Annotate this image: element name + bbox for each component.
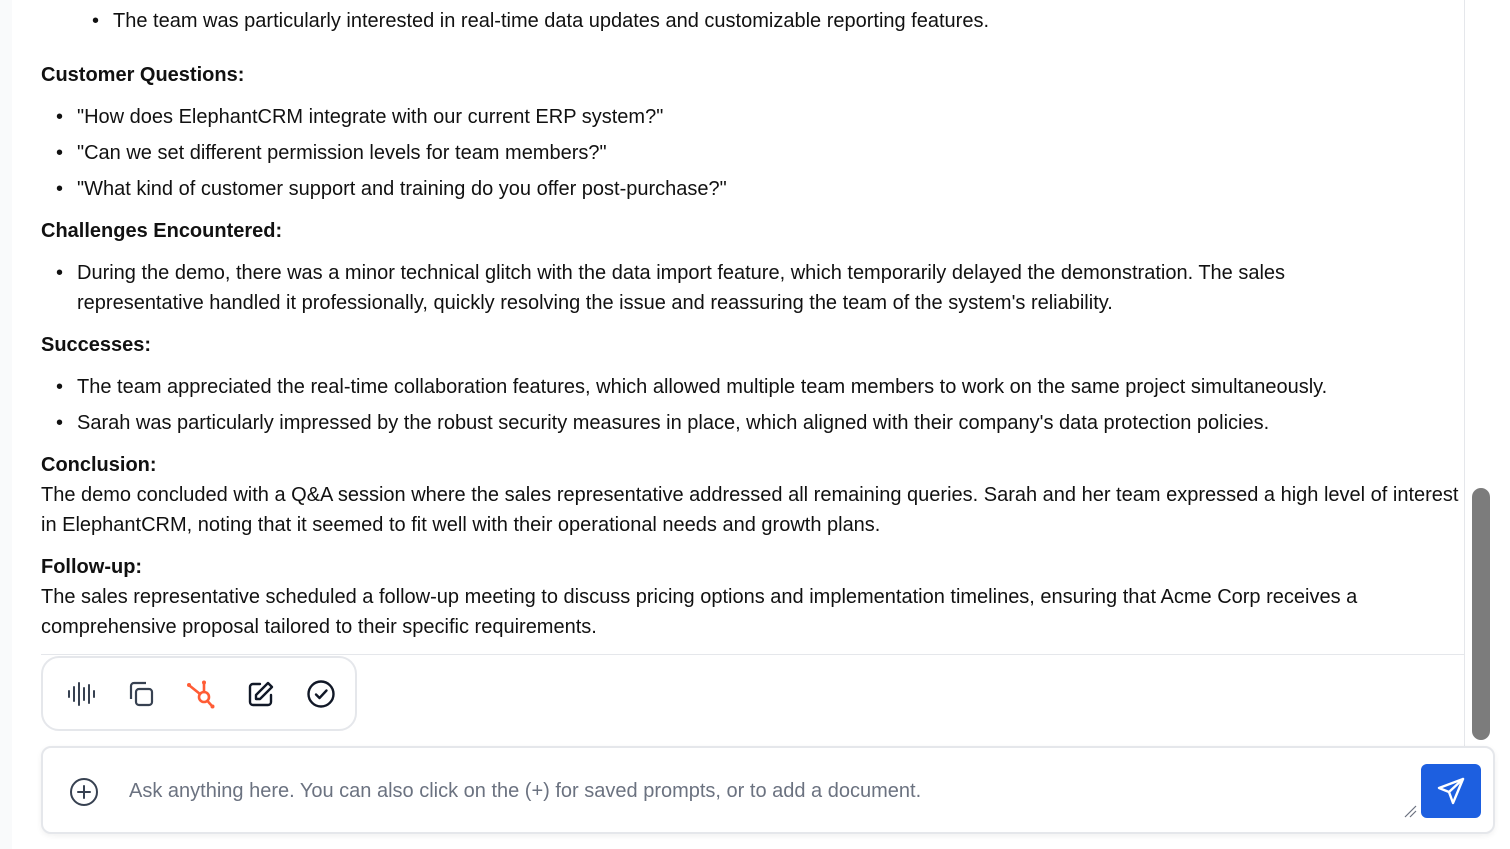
list-item: • "Can we set different permission levels for team members?": [77, 138, 1465, 168]
hubspot-icon[interactable]: [183, 676, 219, 712]
chat-composer: [41, 746, 1495, 834]
scrollbar-thumb[interactable]: [1470, 486, 1492, 742]
list-item: • "What kind of customer support and training do you offer post-purchase?": [77, 174, 1465, 204]
assistant-message: [41, 0, 1465, 654]
section-heading-challenges: Challenges Encountered:: [41, 220, 283, 242]
list-item: • "How does ElephantCRM integrate with our current ERP system?": [77, 102, 1465, 132]
chat-input[interactable]: [129, 774, 1399, 808]
list-item: • Sarah was particularly impressed by the robust security measures in place, which aligned with their company's data protection policies.: [77, 408, 1465, 438]
section-heading-conclusion: Conclusion:: [41, 454, 157, 476]
divider: [41, 654, 1464, 655]
conclusion-text: The demo concluded with a Q&A session where the sales representative addressed all remaining queries. Sarah and her team expressed a high level of interest in ElephantCRM, noting that it seemed to fit well with their operational needs and growth plans.: [41, 484, 1459, 536]
check-circle-icon[interactable]: [303, 676, 339, 712]
left-edge-panel: [0, 0, 12, 849]
list-item: • During the demo, there was a minor technical glitch with the data import feature, which temporarily delayed the demonstration. The sales representative handled it professionally, quickly resolving the issue and reassuring the team of the system's reliability.: [77, 258, 1417, 318]
resize-handle-icon[interactable]: [1403, 804, 1417, 818]
message-actions-toolbar: [41, 656, 357, 731]
section-heading-successes: Successes:: [41, 334, 152, 356]
followup-text: The sales representative scheduled a follow-up meeting to discuss pricing options and implementation timelines, ensuring that Acme Corp receives a comprehensive proposal tailored to their specific requirements.: [41, 586, 1358, 638]
list-item: • The team appreciated the real-time collaboration features, which allowed multiple team members to work on the same project simultaneously.: [77, 372, 1465, 402]
section-heading-followup: Follow-up:: [41, 556, 143, 578]
send-icon: [1436, 776, 1466, 806]
copy-icon[interactable]: [123, 676, 159, 712]
list-item: • The team was particularly interested in real-time data updates and customizable reporting features.: [113, 6, 1465, 36]
send-button[interactable]: [1421, 764, 1481, 818]
audio-waveform-icon[interactable]: [63, 676, 99, 712]
add-prompt-icon[interactable]: [68, 776, 100, 808]
edit-icon[interactable]: [243, 676, 279, 712]
section-heading-customer-questions: Customer Questions:: [41, 64, 245, 86]
